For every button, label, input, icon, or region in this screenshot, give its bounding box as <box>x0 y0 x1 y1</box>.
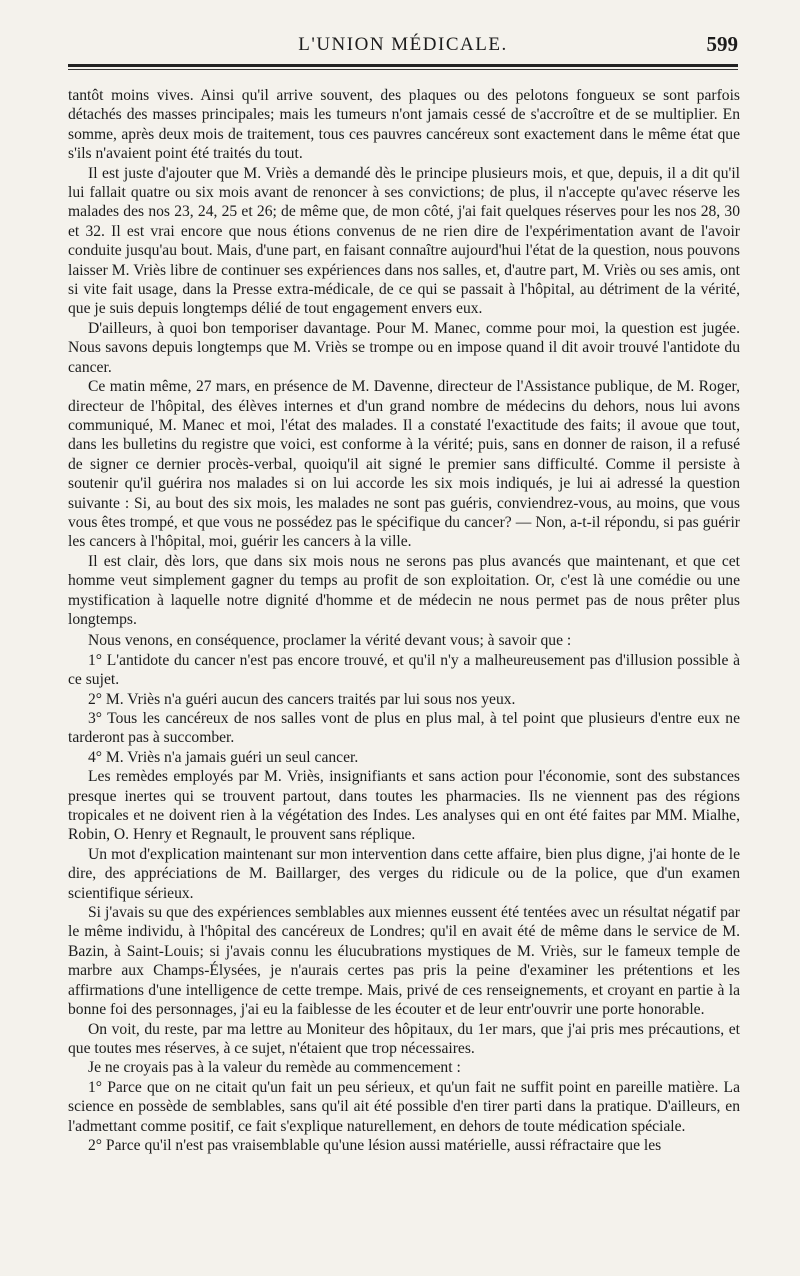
body-text <box>68 86 740 1155</box>
paragraph-7: Les remèdes employés par M. Vriès, insignifiants et sans action pour l'économie, sont des substances presque inertes qui se trouvent partout, dans toutes les pharmacies. Ils ne viennent pas des régions tropicales et ne doivent rien à la végétation des Indes. Les analyses qui en ont été faites par MM. Mialhe, Robin, O. Henry et Regnault, le prouvent sans réplique. <box>68 768 740 844</box>
paragraph-10: On voit, du reste, par ma lettre au Moniteur des hôpitaux, du 1er mars, que j'ai pris mes précautions, et que toutes mes réserves, à ce sujet, n'étaient que trop nécessaires. <box>68 1020 740 1057</box>
running-head: L'UNION MÉDICALE. <box>298 34 508 55</box>
header-rule-thick <box>68 64 738 67</box>
paragraph-8: Un mot d'explication maintenant sur mon intervention dans cette affaire, bien plus digne, j'ai honte de le dire, des appréciations de M. Baillarger, des verges du ridicule ou de la police, que d'un examen scientifique sérieux. <box>68 845 740 902</box>
list-item-3: 3° Tous les cancéreux de nos salles vont de plus en plus mal, à tel point que plusieurs d'entre eux ne tarderont pas à succomber. <box>68 710 740 747</box>
paragraph-6: Nous venons, en conséquence, proclamer la vérité devant vous; à savoir que : <box>88 632 572 650</box>
paragraph-2: Il est juste d'ajouter que M. Vriès a demandé dès le principe plusieurs mois, et que, depuis, il a dit qu'il lui fallait quatre ou six mois avant de renoncer à ses convictions; de plus, il n'accepte qu'avec réserve les malades des nos 23, 24, 25 et 26; de même que, de mon côté, j'ai fait quelques réserves pour les nos 28, 30 et 32. Il est vrai encore que nous étions convenus de ne rien dire de l'expérimentation avant de l'avoir conduite jusqu'au bout. Mais, d'une part, en faisant connaître aujourd'hui l'état de la question, nous pouvons laisser M. Vriès libre de continuer ses expériences dans nos salles, et, d'autre part, M. Vriès ou ses amis, ont si vite fait usage, dans la Presse extra-médicale, de ce qui se passait à l'hôpital, au détriment de la vérité, que je suis depuis longtemps délié de tout engagement envers eux. <box>68 164 740 318</box>
reason-item-1: 1° Parce que on ne citait qu'un fait un peu sérieux, et qu'un fait ne suffit point en pareille matière. La science en possède de semblables, sans qu'il ait été possible d'en tirer parti dans la pratique. D'ailleurs, en l'admettant comme positif, ce fait s'explique naturellement, en dehors de toute médication spéciale. <box>68 1078 740 1135</box>
paragraph-9: Si j'avais su que des expériences semblables aux miennes eussent été tentées avec un résultat négatif par le même individu, à l'hôpital des cancéreux de Londres; qu'il en avait été de même dans le service de M. Bazin, à Saint-Louis; si j'avais connu les élucubrations mystiques de M. Vriès, sur le fameux temple de marbre aux Champs-Élysées, je n'aurais certes pas pris la peine d'examiner les prétentions et les affirmations d'une intelligence de cette trempe. Mais, privé de ces renseignements, et croyant en partie à la bonne foi des personnages, j'ai eu la faiblesse de les écouter et de leur entr'ouvrir une porte honorable. <box>68 904 740 1019</box>
page-number: 599 <box>706 32 738 56</box>
paragraph-4: Ce matin même, 27 mars, en présence de M. Davenne, directeur de l'Assistance publique, de M. Roger, directeur de l'hôpital, des élèves internes et d'un grand nombre de médecins du dehors, nous lui avons communiqué, M. Manec et moi, l'état des malades. Il a constaté l'exactitude des faits; il avoue que tout, dans les bulletins du registre que voici, est conforme à la vérité; puis, sans en donner de raison, il a refusé de signer ce dernier procès-verbal, quoiqu'il ait signé le premier sans difficulté. Comme il persiste à soutenir qu'il guérira nos malades si on lui accorde les six mois indiqués, je lui ai adressé la question suivante : Si, au bout des six mois, les malades ne sont pas guéris, conviendrez-vous, au moins, que vous vous êtes trompé, et que vous ne possédez pas le spécifique du cancer? — Non, a-t-il répondu, si pas guérir les cancers à l'hôpital, moi, guérir les cancers à la ville. <box>68 378 740 551</box>
paragraph-1: tantôt moins vives. Ainsi qu'il arrive souvent, des plaques ou des pelotons fongueux se sont parfois détachés des masses principales; mais les tumeurs n'ont jamais cessé de s'accroître et de se multiplier. En somme, après deux mois de traitement, tous ces pauvres cancéreux sont exactement dans le même état que s'ils n'avaient point été traités du tout. <box>68 87 740 163</box>
reason-item-2: 2° Parce qu'il n'est pas vraisemblable qu'une lésion aussi matérielle, aussi réfractaire que les <box>88 1136 662 1154</box>
list-item-2: 2° M. Vriès n'a guéri aucun des cancers traités par lui sous nos yeux. <box>88 690 516 708</box>
paragraph-3: D'ailleurs, à quoi bon temporiser davantage. Pour M. Manec, comme pour moi, la question est jugée. Nous savons depuis longtemps que M. Vriès se trompe ou en impose quand il dit avoir trouvé l'antidote du cancer. <box>68 319 740 376</box>
paragraph-5: Il est clair, dès lors, que dans six mois nous ne serons pas plus avancés que maintenant, et que cet homme veut simplement gagner du temps au profit de son exploitation. Or, c'est là une comédie ou une mystification à laquelle notre dignité d'homme et de médecin ne nous permet pas de nous prêter plus longtemps. <box>68 552 740 628</box>
paragraph-11: Je ne croyais pas à la valeur du remède au commencement : <box>88 1059 461 1077</box>
page-header <box>68 30 738 70</box>
list-item-4: 4° M. Vriès n'a jamais guéri un seul cancer. <box>88 748 359 766</box>
list-item-1: 1° L'antidote du cancer n'est pas encore trouvé, et qu'il n'y a malheureusement pas d'illusion possible à ce sujet. <box>68 651 740 689</box>
header-rule-thin <box>68 69 738 70</box>
